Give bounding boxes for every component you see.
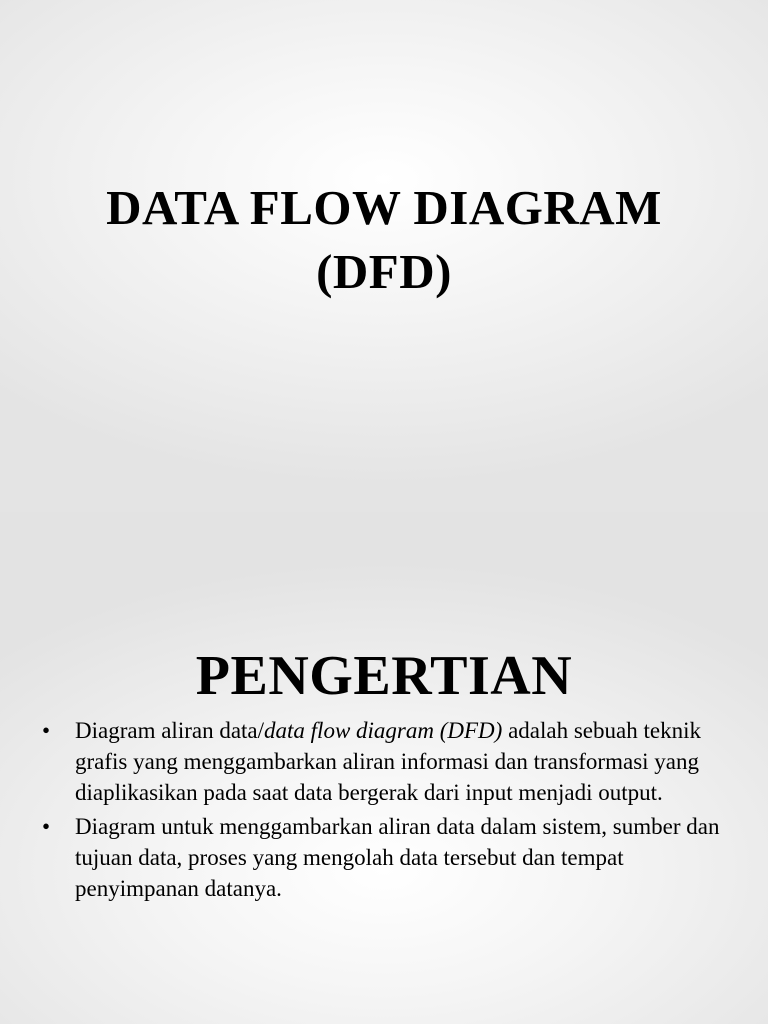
bullet-marker: • (42, 718, 51, 743)
section-heading: PENGERTIAN (195, 645, 573, 707)
slide-title-heading (0, 176, 768, 304)
bullet-item-2 (42, 811, 722, 904)
bullet-list (42, 715, 722, 907)
bullet-1-suffix: adalah sebuah teknik grafis yang menggambarkan aliran informasi dan transformasi yang diaplikasikan pada saat data bergerak dari input menjadi output. (75, 718, 701, 805)
slide-pengertian (0, 512, 768, 1024)
bullet-marker: • (42, 814, 51, 839)
bullet-1-italic-term: data flow diagram (DFD) (264, 718, 503, 743)
title-line-2: (DFD) (316, 244, 452, 299)
bullet-item-1 (42, 715, 722, 808)
bullet-1-prefix: Diagram aliran data/ (75, 718, 265, 743)
bullet-2-text: Diagram untuk menggambarkan aliran data dalam sistem, sumber dan tujuan data, proses yang mengolah data tersebut dan tempat penyimpanan datanya. (75, 814, 720, 901)
title-line-1: DATA FLOW DIAGRAM (106, 180, 662, 235)
